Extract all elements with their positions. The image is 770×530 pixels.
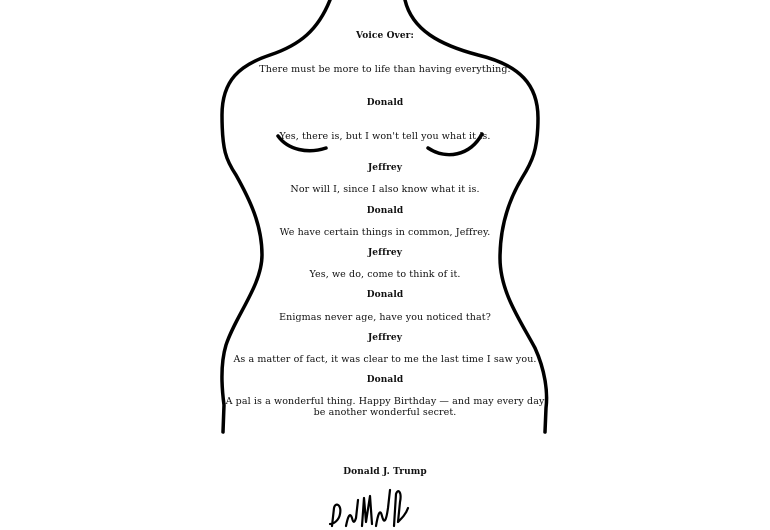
speaker-label: Jeffrey [367, 333, 403, 343]
speaker-label: Jeffrey [367, 248, 403, 258]
handwritten-signature [318, 478, 418, 530]
speaker-label: Donald [366, 98, 404, 108]
dialogue-line: Enigmas never age, have you noticed that? [279, 312, 491, 323]
dialogue-line: A pal is a wonderful thing. Happy Birthday — and may every day be another wonderful secret. [225, 396, 545, 418]
speaker-label: Donald [366, 375, 404, 385]
dialogue-line: Nor will I, since I also know what it is. [290, 184, 480, 195]
dialogue-line: There must be more to life than having everything. [259, 64, 511, 75]
dialogue-line: Yes, there is, but I won't tell you what it is. [279, 131, 491, 142]
signature-name: Donald J. Trump [343, 467, 427, 477]
dialogue-line: Yes, we do, come to think of it. [309, 269, 461, 280]
speaker-label: Donald [366, 290, 404, 300]
speaker-label: Jeffrey [367, 163, 403, 173]
dialogue-line: We have certain things in common, Jeffrey. [279, 227, 491, 238]
speaker-label: Donald [366, 206, 404, 216]
dialogue-line: As a matter of fact, it was clear to me the last time I saw you. [233, 354, 537, 365]
speaker-label: Voice Over: [356, 31, 414, 41]
